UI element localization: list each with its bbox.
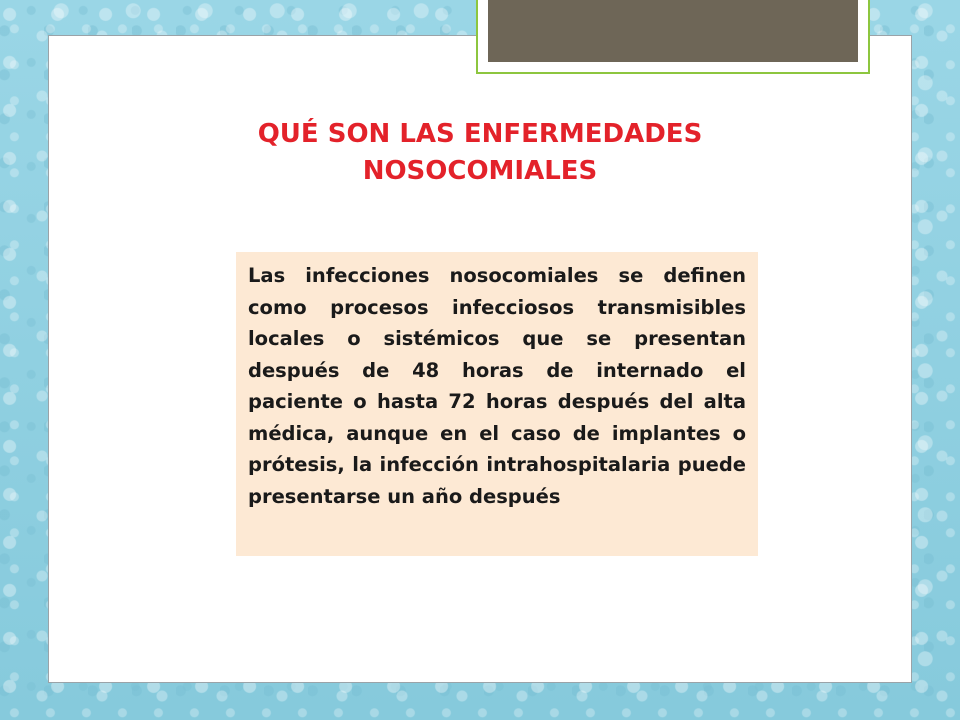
definition-text: Las infecciones nosocomiales se definen como procesos infecciosos transmisibles locales o sistémicos que se presentan después de 48 horas de internado el paciente o hasta 72 horas después del alta médica, aunque en el caso de implantes o prótesis, la infección intrahospitalaria puede presentarse un año después [248,264,746,508]
decorative-frame [476,0,870,74]
decorative-frame-fill [488,0,858,62]
definition-box [236,252,758,556]
slide-title: QUÉ SON LAS ENFERMEDADES NOSOCOMIALES [257,119,703,186]
